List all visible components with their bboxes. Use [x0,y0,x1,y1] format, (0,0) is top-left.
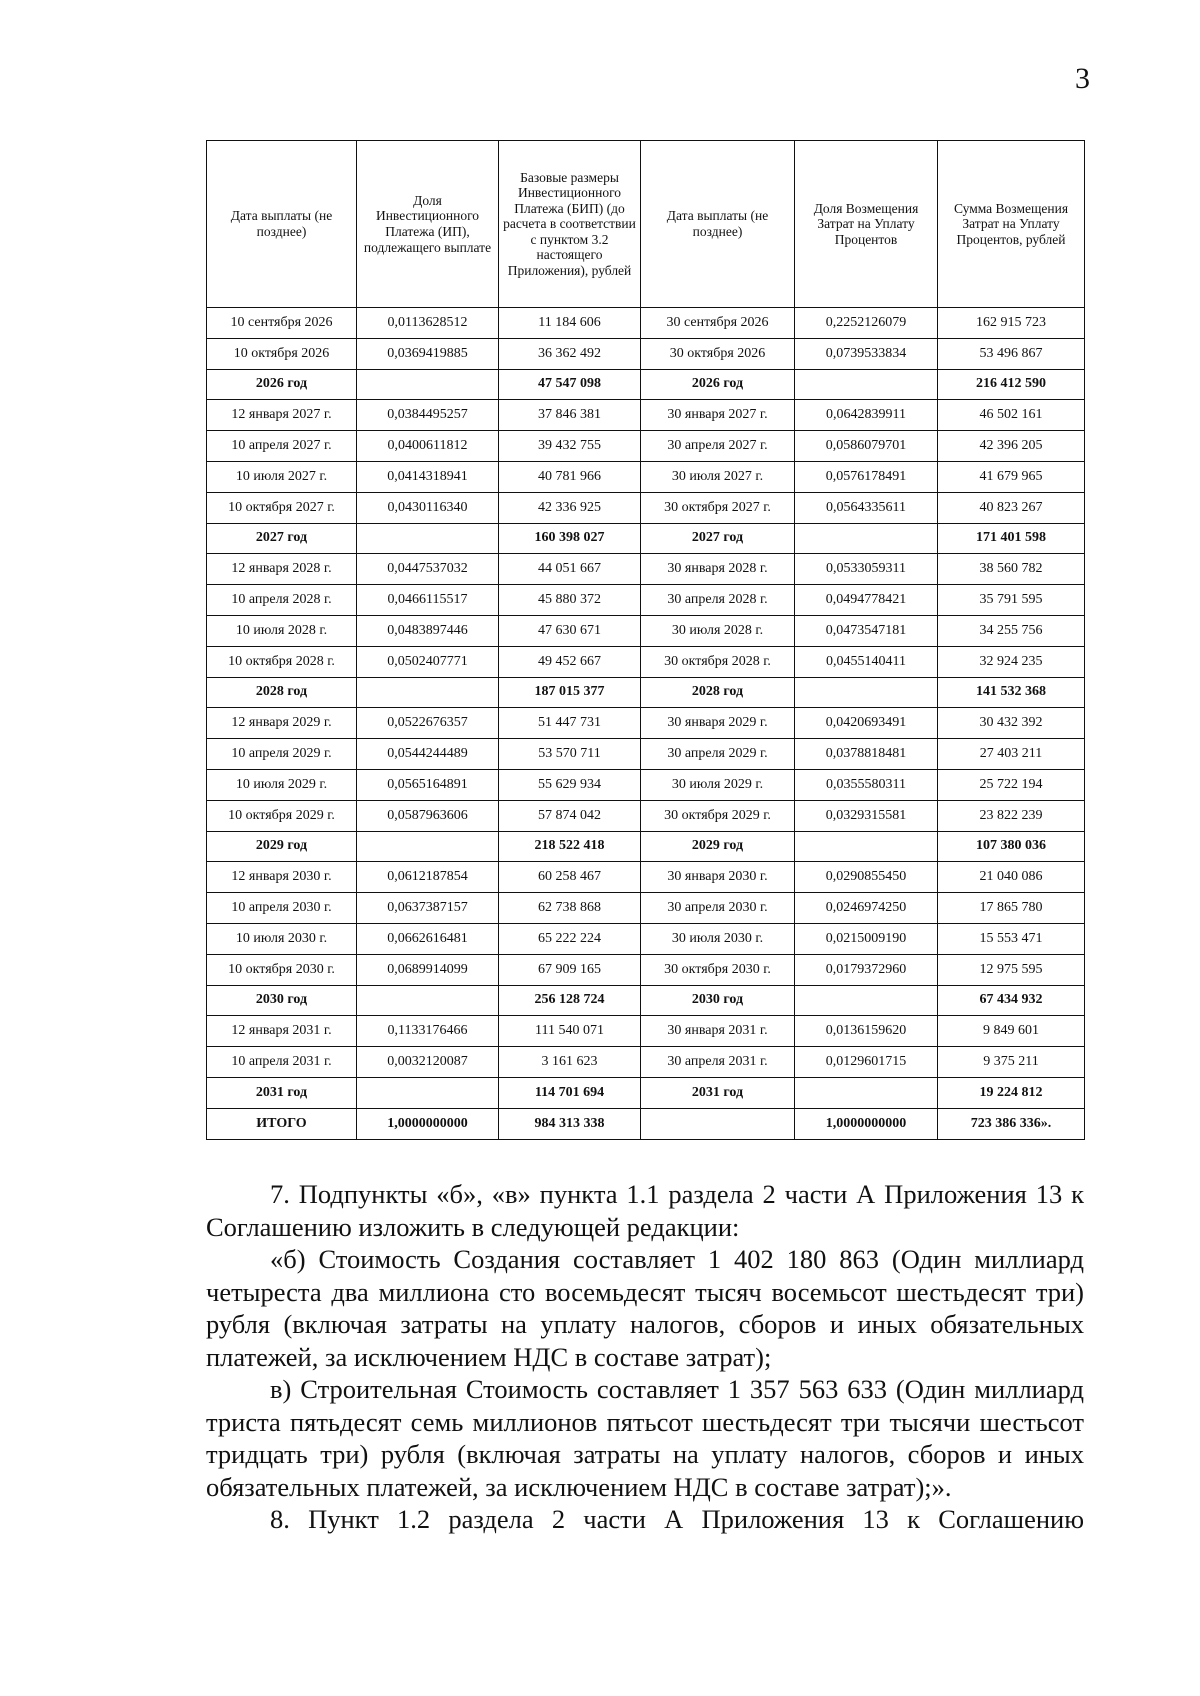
cell-reimbursement-amount: 67 434 932 [938,985,1085,1016]
cell-ip-share: 0,0113628512 [357,308,499,339]
header-ip-share: Доля Инвестиционного Платежа (ИП), подлежащего выплате [357,141,499,308]
cell-reimbursement-date: 30 января 2028 г. [641,554,795,585]
table-row-subtotal [207,1108,1085,1139]
table-row [207,400,1085,431]
cell-reimbursement-share: 0,0494778421 [795,585,938,616]
cell-ip-share: 0,0637387157 [357,893,499,924]
table-row [207,461,1085,492]
cell-ip-share: 0,0447537032 [357,554,499,585]
cell-reimbursement-share: 0,0586079701 [795,431,938,462]
cell-ip-share: 0,0032120087 [357,1047,499,1078]
cell-reimbursement-amount: 21 040 086 [938,862,1085,893]
table-row [207,893,1085,924]
paragraph-7: 7. Подпункты «б», «в» пункта 1.1 раздела 2 части А Приложения 13 к Соглашению изложить в следующей редакции: [206,1179,1084,1242]
cell-reimbursement-share: 0,0179372960 [795,954,938,985]
cell-payment-date: 2028 год [207,677,357,708]
cell-payment-date: 10 апреля 2028 г. [207,585,357,616]
cell-reimbursement-share: 0,0455140411 [795,646,938,677]
cell-bip-amount: 62 738 868 [499,893,641,924]
cell-reimbursement-share [795,985,938,1016]
cell-bip-amount: 160 398 027 [499,523,641,554]
cell-bip-amount: 49 452 667 [499,646,641,677]
cell-bip-amount: 36 362 492 [499,338,641,369]
cell-bip-amount: 187 015 377 [499,677,641,708]
cell-reimbursement-amount: 107 380 036 [938,831,1085,862]
table-row [207,954,1085,985]
cell-payment-date: 12 января 2028 г. [207,554,357,585]
table-row-subtotal [207,831,1085,862]
table-header-row [207,141,1085,308]
cell-ip-share [357,677,499,708]
cell-bip-amount: 114 701 694 [499,1077,641,1108]
cell-payment-date: ИТОГО [207,1108,357,1139]
cell-bip-amount: 55 629 934 [499,769,641,800]
cell-reimbursement-date: 30 октября 2030 г. [641,954,795,985]
cell-ip-share: 0,0369419885 [357,338,499,369]
cell-reimbursement-share: 0,0420693491 [795,708,938,739]
cell-reimbursement-date: 2031 год [641,1077,795,1108]
cell-reimbursement-date: 30 апреля 2031 г. [641,1047,795,1078]
table-row [207,492,1085,523]
cell-payment-date: 2026 год [207,369,357,400]
cell-ip-share: 0,0587963606 [357,800,499,831]
cell-reimbursement-share: 0,0129601715 [795,1047,938,1078]
cell-reimbursement-date: 30 июля 2030 г. [641,923,795,954]
cell-payment-date: 10 октября 2026 [207,338,357,369]
cell-payment-date: 12 января 2027 г. [207,400,357,431]
cell-payment-date: 2030 год [207,985,357,1016]
cell-reimbursement-date: 30 апреля 2029 г. [641,739,795,770]
cell-payment-date: 10 октября 2030 г. [207,954,357,985]
cell-payment-date: 2029 год [207,831,357,862]
cell-reimbursement-date: 2026 год [641,369,795,400]
cell-ip-share: 0,0502407771 [357,646,499,677]
cell-reimbursement-date: 2027 год [641,523,795,554]
cell-reimbursement-date: 30 января 2031 г. [641,1016,795,1047]
cell-reimbursement-amount: 34 255 756 [938,615,1085,646]
paragraph-7-v: в) Строительная Стоимость составляет 1 357 563 633 (Один миллиард триста пятьдесят семь миллионов пятьсот шестьдесят три тысячи шестьсот тридцать три) рубля (включая затраты на уплату налогов, сборов и иных обязательных платежей, за исключением НДС в составе затрат);». [206,1374,1084,1502]
cell-reimbursement-amount: 32 924 235 [938,646,1085,677]
cell-reimbursement-share: 0,0739533834 [795,338,938,369]
cell-reimbursement-share [795,523,938,554]
cell-reimbursement-date: 30 июля 2029 г. [641,769,795,800]
cell-payment-date: 10 апреля 2029 г. [207,739,357,770]
cell-bip-amount: 65 222 224 [499,923,641,954]
cell-reimbursement-amount: 40 823 267 [938,492,1085,523]
cell-reimbursement-share: 0,0576178491 [795,461,938,492]
table-row [207,800,1085,831]
table-row-subtotal [207,677,1085,708]
cell-bip-amount: 47 630 671 [499,615,641,646]
cell-reimbursement-date: 2030 год [641,985,795,1016]
table-row-subtotal [207,985,1085,1016]
cell-bip-amount: 44 051 667 [499,554,641,585]
cell-payment-date: 12 января 2031 г. [207,1016,357,1047]
cell-reimbursement-share: 0,0642839911 [795,400,938,431]
table-row [207,923,1085,954]
cell-reimbursement-amount: 9 375 211 [938,1047,1085,1078]
cell-ip-share: 0,0483897446 [357,615,499,646]
cell-reimbursement-amount: 17 865 780 [938,893,1085,924]
cell-reimbursement-date: 30 июля 2028 г. [641,615,795,646]
paragraph-8: 8. Пункт 1.2 раздела 2 части А Приложения 13 к Соглашению [270,1504,1084,1534]
cell-bip-amount: 3 161 623 [499,1047,641,1078]
cell-reimbursement-amount: 35 791 595 [938,585,1085,616]
cell-bip-amount: 51 447 731 [499,708,641,739]
cell-bip-amount: 53 570 711 [499,739,641,770]
cell-ip-share: 0,0565164891 [357,769,499,800]
cell-reimbursement-date: 2028 год [641,677,795,708]
cell-reimbursement-amount: 141 532 368 [938,677,1085,708]
header-bip-amount: Базовые размеры Инвестиционного Платежа (БИП) (до расчета в соответствии с пунктом 3.2 настоящего Приложения), рублей [499,141,641,308]
cell-reimbursement-amount: 162 915 723 [938,308,1085,339]
cell-ip-share: 0,0662616481 [357,923,499,954]
cell-reimbursement-date: 30 октября 2026 [641,338,795,369]
cell-reimbursement-share: 0,0533059311 [795,554,938,585]
cell-reimbursement-date: 30 января 2029 г. [641,708,795,739]
cell-reimbursement-amount: 23 822 239 [938,800,1085,831]
cell-reimbursement-amount: 42 396 205 [938,431,1085,462]
cell-reimbursement-share [795,369,938,400]
cell-reimbursement-date: 2029 год [641,831,795,862]
cell-ip-share: 0,0544244489 [357,739,499,770]
cell-bip-amount: 45 880 372 [499,585,641,616]
cell-reimbursement-date: 30 января 2030 г. [641,862,795,893]
cell-reimbursement-share: 0,0378818481 [795,739,938,770]
paragraph-7-b: «б) Стоимость Создания составляет 1 402 180 863 (Один миллиард четыреста два миллиона сто восемьдесят тысяч восемьсот шестьдесят три) рубля (включая затраты на уплату налогов, сборов и иных обязательных платежей, за исключением НДС в составе затрат); [206,1244,1084,1372]
table-row [207,308,1085,339]
cell-ip-share: 0,0384495257 [357,400,499,431]
cell-ip-share [357,831,499,862]
cell-reimbursement-amount: 27 403 211 [938,739,1085,770]
table-row [207,862,1085,893]
cell-reimbursement-amount: 216 412 590 [938,369,1085,400]
header-reimbursement-amount: Сумма Возмещения Затрат на Уплату Процентов, рублей [938,141,1085,308]
cell-reimbursement-date: 30 октября 2029 г. [641,800,795,831]
cell-bip-amount: 218 522 418 [499,831,641,862]
cell-reimbursement-date: 30 апреля 2030 г. [641,893,795,924]
cell-payment-date: 10 апреля 2031 г. [207,1047,357,1078]
cell-reimbursement-share: 0,0136159620 [795,1016,938,1047]
table-row [207,769,1085,800]
cell-bip-amount: 256 128 724 [499,985,641,1016]
cell-reimbursement-date: 30 апреля 2028 г. [641,585,795,616]
cell-ip-share: 1,0000000000 [357,1108,499,1139]
table-row [207,1016,1085,1047]
cell-ip-share: 0,0522676357 [357,708,499,739]
cell-reimbursement-date: 30 сентября 2026 [641,308,795,339]
cell-payment-date: 2027 год [207,523,357,554]
cell-ip-share [357,369,499,400]
cell-ip-share: 0,0430116340 [357,492,499,523]
body-text [206,1178,1084,1536]
cell-reimbursement-amount: 30 432 392 [938,708,1085,739]
cell-payment-date: 10 апреля 2030 г. [207,893,357,924]
cell-reimbursement-amount: 171 401 598 [938,523,1085,554]
cell-reimbursement-share [795,677,938,708]
table-row [207,338,1085,369]
cell-reimbursement-date [641,1108,795,1139]
cell-reimbursement-date: 30 апреля 2027 г. [641,431,795,462]
cell-reimbursement-date: 30 октября 2028 г. [641,646,795,677]
cell-bip-amount: 40 781 966 [499,461,641,492]
cell-payment-date: 10 апреля 2027 г. [207,431,357,462]
table-body [207,308,1085,1140]
cell-reimbursement-share: 0,0473547181 [795,615,938,646]
cell-ip-share [357,985,499,1016]
cell-reimbursement-share: 0,0564335611 [795,492,938,523]
table-row-subtotal [207,369,1085,400]
cell-reimbursement-date: 30 июля 2027 г. [641,461,795,492]
cell-reimbursement-share: 0,0355580311 [795,769,938,800]
cell-reimbursement-share: 0,0215009190 [795,923,938,954]
header-payment-date: Дата выплаты (не позднее) [207,141,357,308]
cell-reimbursement-amount: 38 560 782 [938,554,1085,585]
cell-reimbursement-amount: 53 496 867 [938,338,1085,369]
cell-reimbursement-share: 0,2252126079 [795,308,938,339]
table-row [207,646,1085,677]
cell-payment-date: 10 октября 2027 г. [207,492,357,523]
cell-ip-share [357,1077,499,1108]
cell-bip-amount: 11 184 606 [499,308,641,339]
cell-reimbursement-share: 0,0329315581 [795,800,938,831]
cell-ip-share: 0,0400611812 [357,431,499,462]
cell-ip-share: 0,0689914099 [357,954,499,985]
table-row [207,708,1085,739]
cell-bip-amount: 47 547 098 [499,369,641,400]
cell-ip-share: 0,0466115517 [357,585,499,616]
table-row [207,1047,1085,1078]
cell-reimbursement-amount: 723 386 336». [938,1108,1085,1139]
cell-reimbursement-share: 0,0290855450 [795,862,938,893]
cell-payment-date: 10 июля 2030 г. [207,923,357,954]
cell-bip-amount: 37 846 381 [499,400,641,431]
cell-payment-date: 10 июля 2027 г. [207,461,357,492]
cell-bip-amount: 42 336 925 [499,492,641,523]
cell-reimbursement-amount: 19 224 812 [938,1077,1085,1108]
cell-bip-amount: 60 258 467 [499,862,641,893]
table-row [207,615,1085,646]
header-reimbursement-date: Дата выплаты (не позднее) [641,141,795,308]
page-number: 3 [1075,62,1090,95]
cell-reimbursement-share [795,831,938,862]
cell-reimbursement-amount: 46 502 161 [938,400,1085,431]
header-reimbursement-share: Доля Возмещения Затрат на Уплату Процентов [795,141,938,308]
cell-bip-amount: 111 540 071 [499,1016,641,1047]
cell-reimbursement-date: 30 октября 2027 г. [641,492,795,523]
cell-reimbursement-amount: 41 679 965 [938,461,1085,492]
payment-schedule-table [206,140,1085,1140]
cell-payment-date: 10 июля 2029 г. [207,769,357,800]
cell-payment-date: 10 октября 2028 г. [207,646,357,677]
cell-payment-date: 10 сентября 2026 [207,308,357,339]
cell-reimbursement-share: 0,0246974250 [795,893,938,924]
table-row [207,585,1085,616]
table-row [207,554,1085,585]
table-row [207,431,1085,462]
cell-payment-date: 12 января 2030 г. [207,862,357,893]
cell-payment-date: 2031 год [207,1077,357,1108]
cell-reimbursement-amount: 15 553 471 [938,923,1085,954]
cell-reimbursement-amount: 9 849 601 [938,1016,1085,1047]
cell-ip-share [357,523,499,554]
cell-reimbursement-amount: 25 722 194 [938,769,1085,800]
cell-reimbursement-share: 1,0000000000 [795,1108,938,1139]
cell-reimbursement-date: 30 января 2027 г. [641,400,795,431]
cell-ip-share: 0,1133176466 [357,1016,499,1047]
cell-payment-date: 10 июля 2028 г. [207,615,357,646]
cell-ip-share: 0,0414318941 [357,461,499,492]
table-row-subtotal [207,523,1085,554]
cell-reimbursement-amount: 12 975 595 [938,954,1085,985]
cell-bip-amount: 984 313 338 [499,1108,641,1139]
table-row-subtotal [207,1077,1085,1108]
cell-bip-amount: 57 874 042 [499,800,641,831]
cell-reimbursement-share [795,1077,938,1108]
cell-payment-date: 10 октября 2029 г. [207,800,357,831]
table-row [207,739,1085,770]
cell-payment-date: 12 января 2029 г. [207,708,357,739]
cell-ip-share: 0,0612187854 [357,862,499,893]
cell-bip-amount: 39 432 755 [499,431,641,462]
cell-bip-amount: 67 909 165 [499,954,641,985]
